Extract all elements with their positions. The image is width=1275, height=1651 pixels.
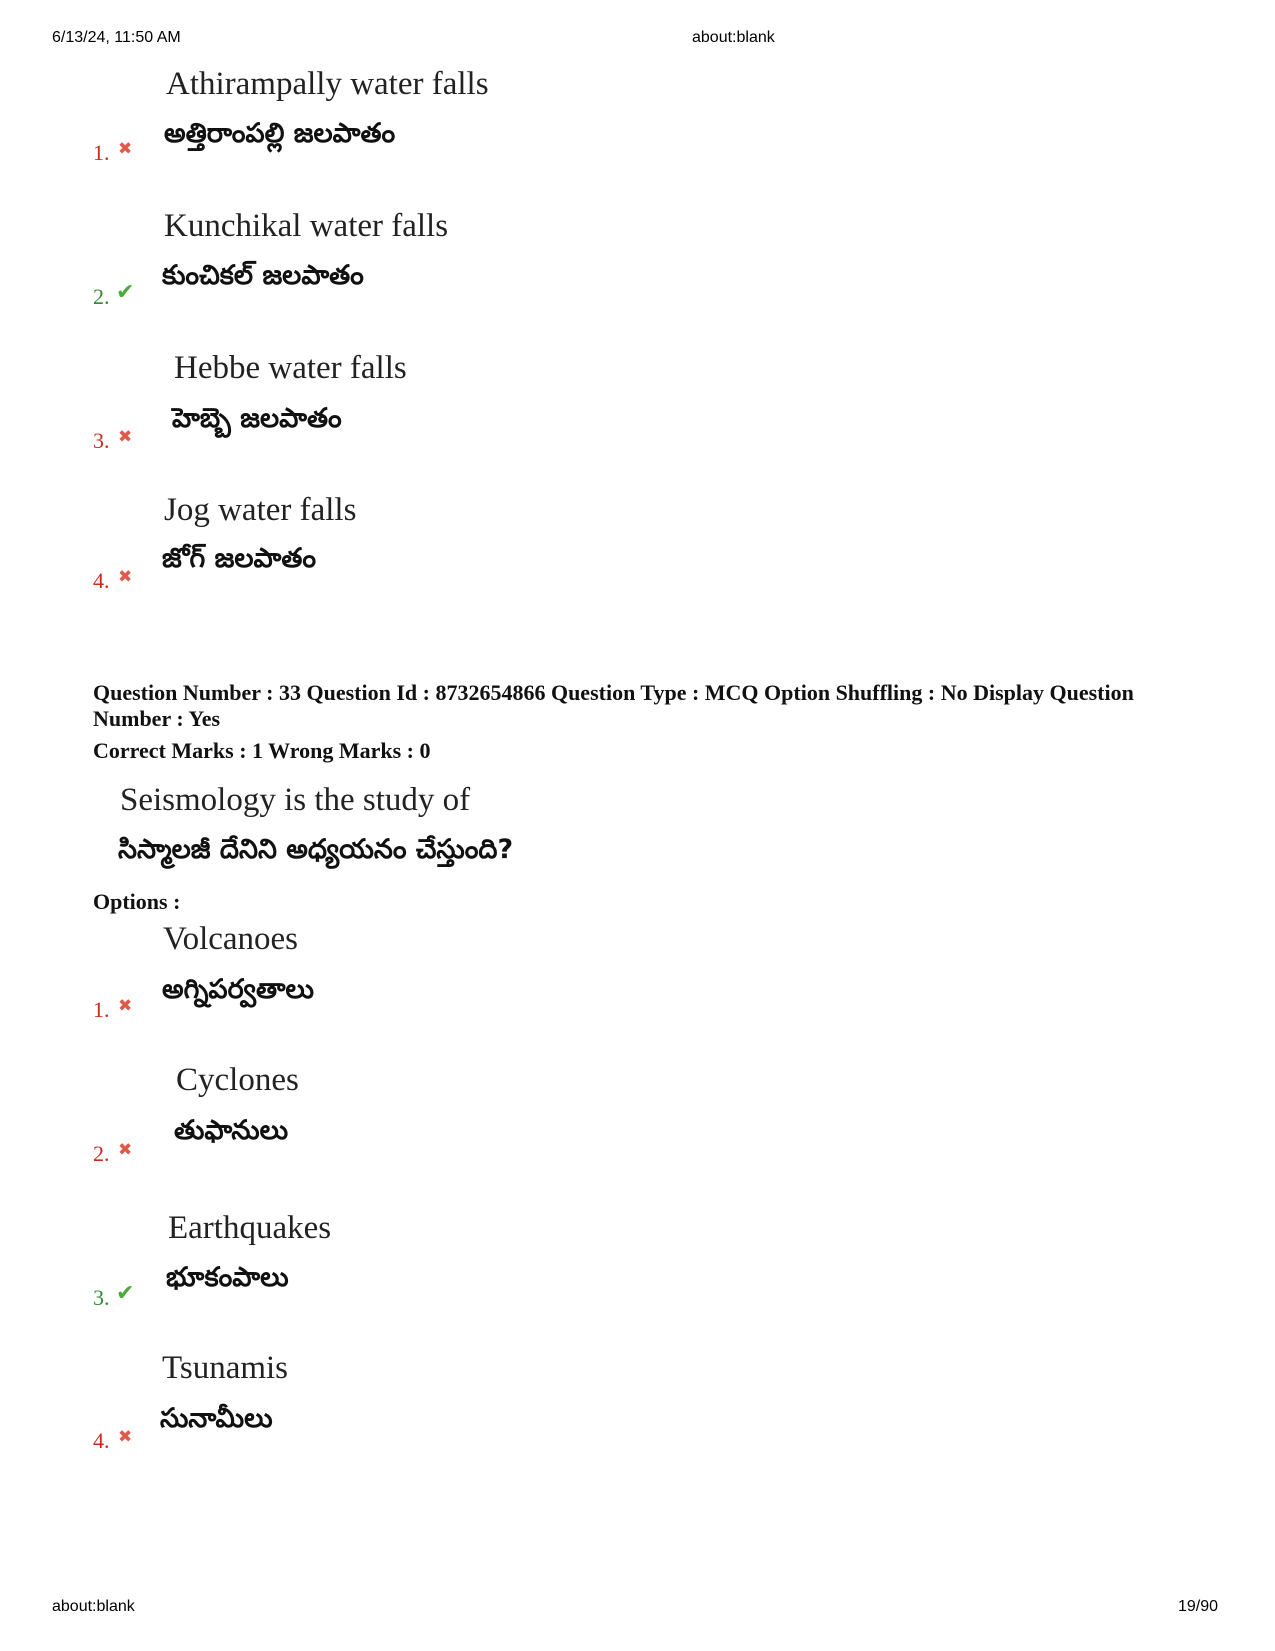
cross-icon: ✖ [118,567,133,587]
question-text-en: Seismology is the study of [120,782,471,818]
option-text-te: జోగ్ జలపాతం [162,543,317,574]
options-label: Options : [93,889,181,914]
option-text-te: భూకంపాలు [166,1262,289,1293]
option-number: 1. [93,140,110,165]
option-number: 3. [93,1285,110,1310]
print-datetime: 6/13/24, 11:50 AM [52,29,181,46]
print-url: about:blank [692,29,775,46]
question-marks: Correct Marks : 1 Wrong Marks : 0 [93,738,431,763]
option-number: 2. [93,284,110,309]
option-text-te: హెబ్బె జలపాతం [172,403,342,434]
option-text-te: కుంచికల్ జలపాతం [162,260,364,291]
page-number: 19/90 [1178,1598,1219,1615]
check-icon: ✔ [116,1281,135,1306]
option-number: 4. [93,1428,110,1453]
option-text-te: సునామీలు [160,1403,273,1434]
option-text-en: Tsunamis [162,1350,289,1386]
option-number: 2. [93,1141,110,1166]
cross-icon: ✖ [118,1140,133,1160]
option-text-te: అత్తిరాంపల్లి జలపాతం [164,118,396,149]
option-text-en: Jog water falls [164,492,357,528]
cross-icon: ✖ [118,427,133,447]
option-text-en: Cyclones [176,1062,299,1098]
cross-icon: ✖ [118,1427,133,1447]
cross-icon: ✖ [118,996,133,1016]
option-text-en: Kunchikal water falls [164,208,449,244]
option-text-en: Volcanoes [163,921,299,957]
option-number: 3. [93,428,110,453]
cross-icon: ✖ [118,139,133,159]
option-number: 4. [93,568,110,593]
option-text-en: Athirampally water falls [166,66,489,102]
question-text-te: సిస్మాలజీ దేనిని అధ్యయనం చేస్తుంది? [118,834,514,865]
option-text-te: అగ్నిపర్వతాలు [162,974,314,1005]
footer-url: about:blank [52,1598,135,1615]
question-meta: Question Number : 33 Question Id : 8732654866 Question Type : MCQ Option Shuffling : No Display Question Number : Yes [93,680,1134,731]
option-text-te: తుఫానులు [174,1115,289,1146]
option-number: 1. [93,997,110,1022]
option-text-en: Hebbe water falls [174,350,407,386]
check-icon: ✔ [116,280,135,305]
option-text-en: Earthquakes [168,1210,332,1246]
